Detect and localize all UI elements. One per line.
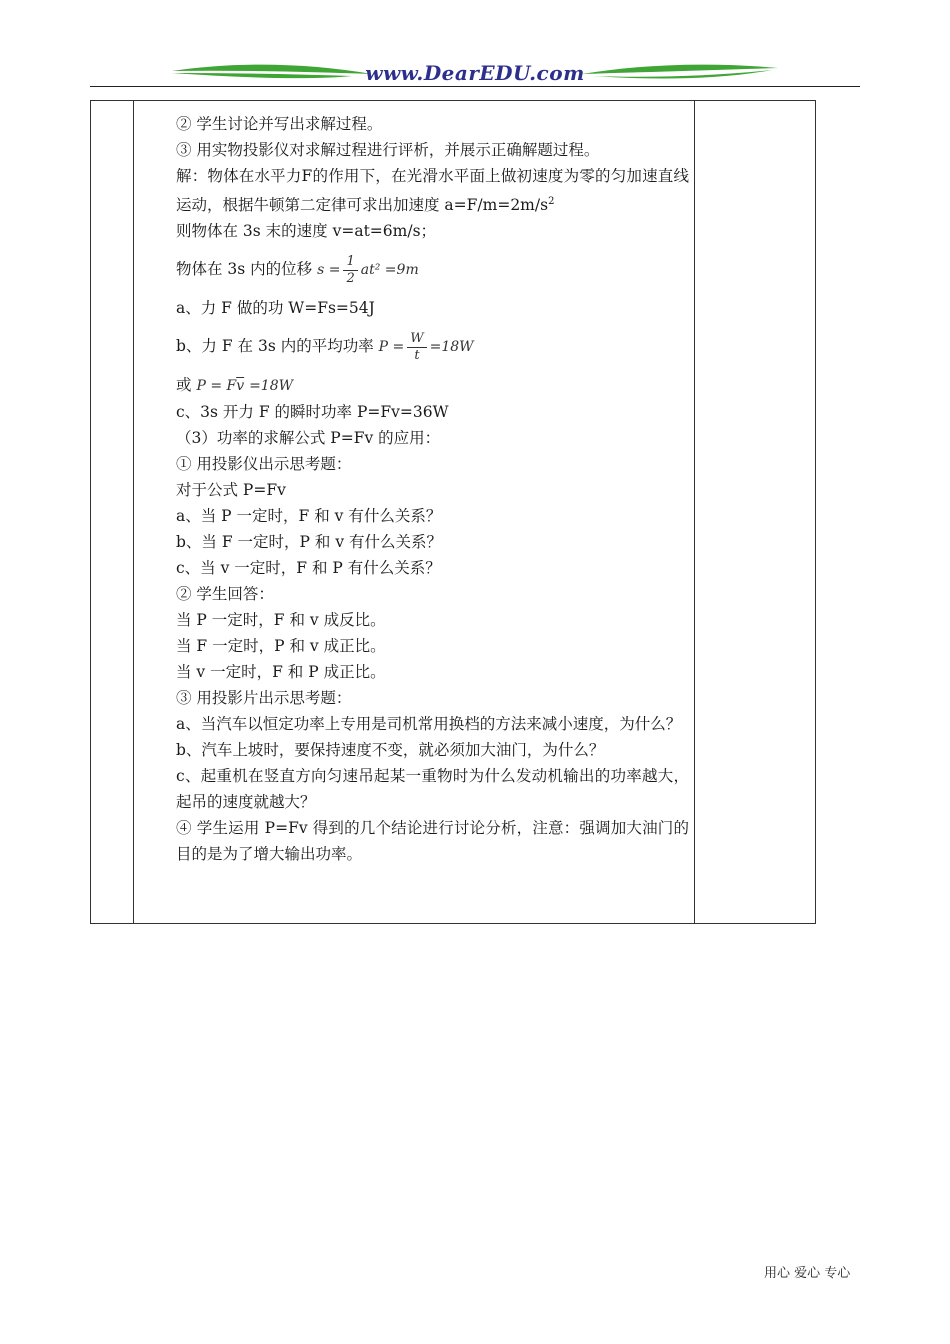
text-line: a、当汽车以恒定功率上专用是司机常用换档的方法来减小速度，为什么？ — [176, 715, 682, 734]
page-header — [90, 56, 860, 90]
text-line: b、当 F 一定时，P 和 v 有什么关系？ — [176, 533, 442, 552]
formula-label: b、力 F 在 3s 内的平均功率 — [176, 337, 374, 356]
text-line: c、起重机在竖直方向匀速吊起某一重物时为什么发动机输出的功率越大，起吊的速度就越大？ — [176, 767, 689, 812]
site-url[interactable]: www.DearEDU.com — [365, 61, 585, 85]
text-line: a、力 F 做的功 W=Fs=54J — [176, 299, 375, 318]
text-line: 对于公式 P=Fv — [176, 481, 286, 500]
text-line: ① 用投影仪出示思考题： — [176, 455, 352, 474]
site-logo — [172, 58, 778, 86]
formula-rhs: =18W — [429, 339, 474, 356]
text-line: 当 F 一定时，P 和 v 成正比。 — [176, 637, 386, 656]
footer-motto: 用心 爱心 专心 — [764, 1266, 851, 1281]
text-line: a、当 P 一定时，F 和 v 有什么关系？ — [176, 507, 442, 526]
table-column-divider — [133, 101, 134, 923]
fraction-numerator: W — [407, 331, 426, 348]
formula-rhs: at² =9m — [360, 262, 419, 279]
superscript: 2 — [548, 196, 555, 207]
header-rule — [90, 86, 860, 87]
text-line: c、3s 开力 F 的瞬时功率 P=Fv=36W — [176, 403, 449, 422]
fraction-denominator: 2 — [346, 270, 355, 286]
text-line: ② 学生回答： — [176, 585, 274, 604]
text-line: ② 学生讨论并写出求解过程。 — [176, 115, 383, 133]
text-line — [144, 163, 689, 218]
text-line: （3）功率的求解公式 P=Fv 的应用： — [176, 429, 441, 448]
formula-lhs: s = — [317, 262, 341, 279]
lesson-content — [144, 111, 689, 867]
text-line: b、汽车上坡时，要保持速度不变，就必须加大油门，为什么？ — [176, 741, 605, 760]
average-velocity-symbol: $\overline{v}$ — [236, 378, 245, 395]
fraction-numerator: 1 — [343, 254, 357, 271]
formula-label: 或 — [176, 376, 192, 395]
formula-lhs: P = — [378, 339, 405, 356]
text-line: 当 P 一定时，F 和 v 成反比。 — [176, 611, 386, 630]
table-column-divider — [694, 101, 695, 923]
text-line: ③ 用实物投影仪对求解过程进行评析，并展示正确解题过程。 — [176, 141, 600, 159]
formula-lhs: P = F — [196, 378, 237, 395]
text-line: 则物体在 3s 末的速度 v=at=6m/s； — [176, 222, 437, 241]
text-line: ④ 学生运用 P=Fv 得到的几个结论进行讨论分析，注意：强调加大油门的目的是为了增大输出功率。 — [176, 819, 689, 864]
fraction — [407, 331, 426, 364]
formula-line — [144, 252, 689, 287]
formula-line — [144, 329, 689, 364]
formula-rhs: =18W — [249, 378, 294, 395]
text-line: c、当 v 一定时，F 和 P 有什么关系？ — [176, 559, 441, 578]
text-line: ③ 用投影片出示思考题： — [176, 689, 352, 708]
formula-line — [144, 372, 689, 399]
text-line: 当 v 一定时，F 和 P 成正比。 — [176, 663, 386, 682]
solution-text: 解：物体在水平力F的作用下，在光滑水平面上做初速度为零的匀加速直线运动，根据牛顿第二定律可求出加速度 a=F/m=2m/s — [176, 167, 689, 215]
fraction — [343, 254, 357, 287]
fraction-denominator: t — [414, 347, 420, 363]
lesson-table — [90, 100, 816, 924]
formula-label: 物体在 3s 内的位移 — [176, 260, 313, 279]
